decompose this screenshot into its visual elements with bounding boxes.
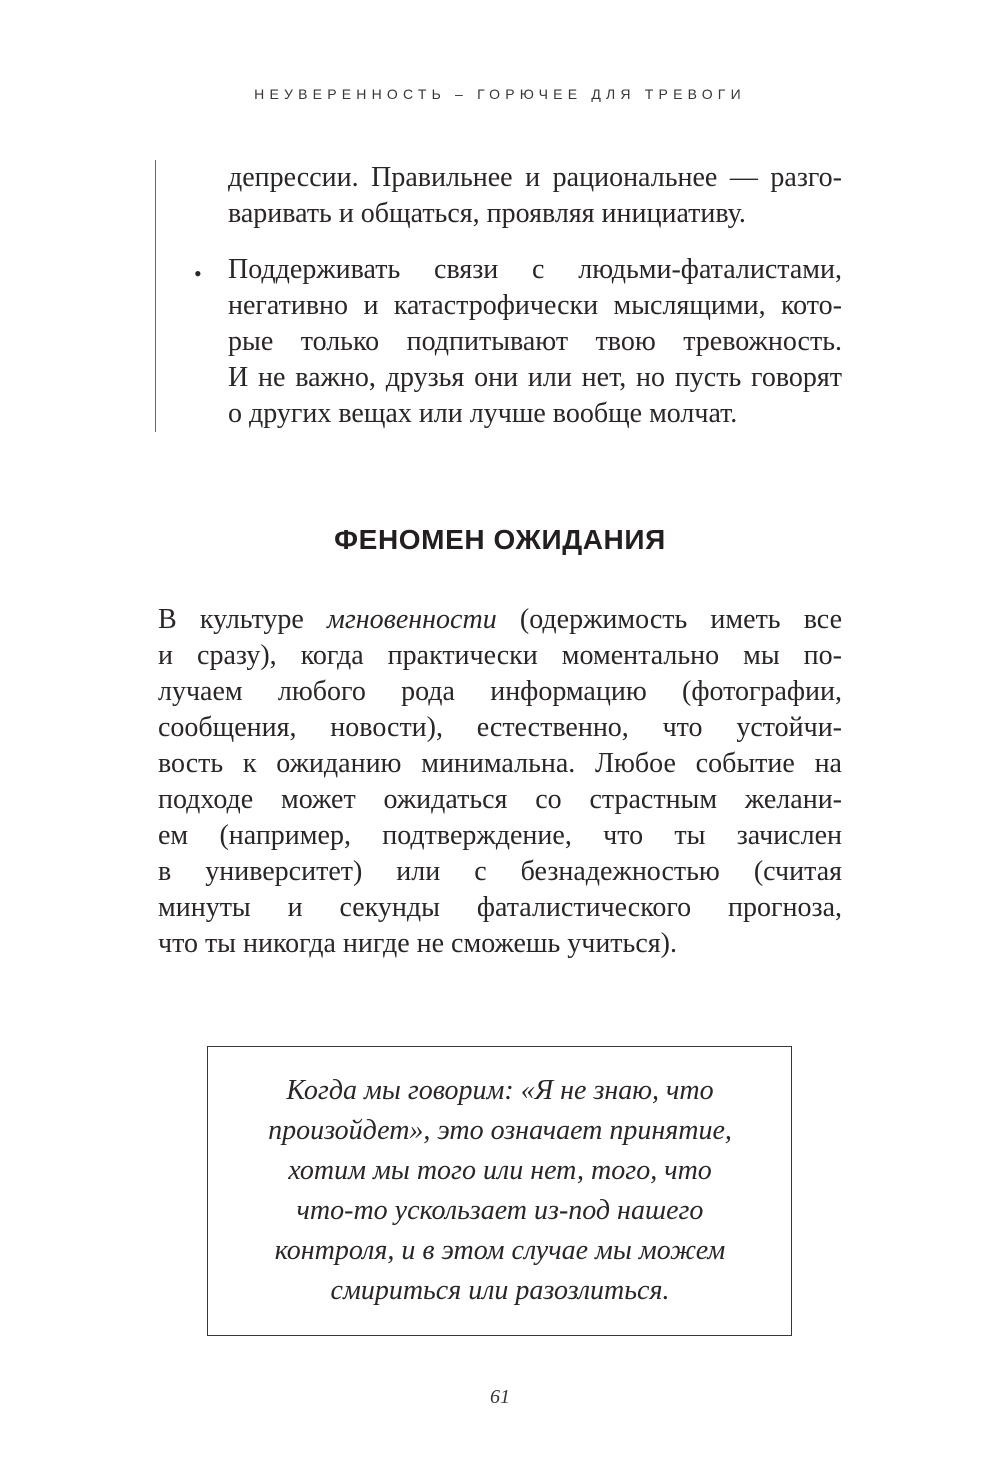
text-line: сообщения, новости), естественно, что устойчи- (158, 712, 842, 743)
text-line: о других вещах или лучше вообще молчат. (228, 398, 738, 429)
quote-line: контроля, и в этом случае мы можем (274, 1235, 726, 1266)
quote-line: что-то ускользает из-под нашего (296, 1195, 704, 1226)
quote-line: произойдет», это означает принятие, (268, 1115, 732, 1146)
text-line: И не важно, друзья они или нет, но пусть говорят (228, 362, 842, 393)
text-line: ем (например, подтверждение, что ты зачислен (158, 820, 842, 851)
running-head: НЕУВЕРЕННОСТЬ – ГОРЮЧЕЕ ДЛЯ ТРЕВОГИ (254, 86, 746, 102)
text-run: В культуре (158, 604, 327, 635)
quote-line: смириться или разозлиться. (330, 1275, 670, 1306)
text-line: лучаем любого рода информацию (фотографии, (158, 676, 842, 707)
text-line: подходе может ожидаться со страстным желани- (158, 784, 842, 815)
italic-term: мгновенности (327, 604, 497, 635)
text-line: минуты и секунды фаталистического прогноза, (158, 892, 842, 923)
text-line: что ты никогда нигде не сможешь учиться). (158, 928, 677, 959)
bullet-marker: • (194, 261, 202, 286)
section-heading: ФЕНОМЕН ОЖИДАНИЯ (334, 524, 666, 555)
text-line: депрессии. Правильнее и рациональнее — разго- (228, 162, 842, 193)
page-number: 61 (490, 1386, 510, 1408)
text-line: вость к ожиданию минимальна. Любое событие на (158, 748, 842, 779)
text-run: (одержимость иметь все (496, 604, 843, 635)
text-line: Поддерживать связи с людьми-фаталистами, (228, 254, 842, 285)
text-line: негативно и катастрофически мыслящими, кото- (228, 290, 842, 321)
quote-line: Когда мы говорим: «Я не знаю, что (286, 1075, 714, 1106)
text-line: в университет) или с безнадежностью (считая (158, 856, 842, 887)
quote-line: хотим мы того или нет, того, что (288, 1155, 712, 1186)
text-line: рые только подпитывают твою тревожность. (228, 326, 842, 357)
text-line: варивать и общаться, проявляя инициативу. (228, 198, 746, 229)
sidebar-rule (155, 160, 156, 432)
text-line: и сразу), когда практически моментально мы по- (158, 640, 842, 671)
paragraph-first-line (158, 602, 842, 638)
